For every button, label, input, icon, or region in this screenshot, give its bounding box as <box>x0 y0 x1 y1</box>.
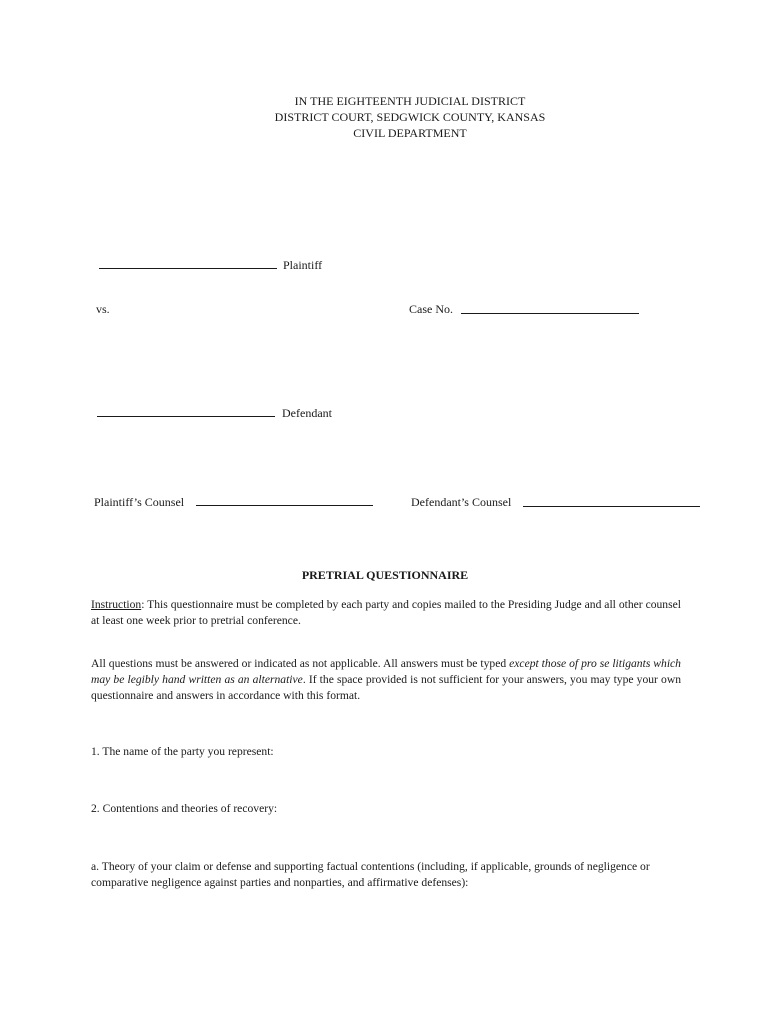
instruction-text: : This questionnaire must be completed by each party and copies mailed to the Presiding Judge and all other counsel at least one week prior to pretrial conference. <box>91 598 681 627</box>
answer-rules-text-after: . If the space provided is not sufficient for your answers, you may type your own questionnaire and answers in accordance with this format. <box>91 673 681 702</box>
vs-label: vs. <box>96 302 110 316</box>
defendant-label: Defendant <box>282 406 332 420</box>
plaintiffs-counsel-field[interactable] <box>196 505 373 506</box>
document-title: PRETRIAL QUESTIONNAIRE <box>301 568 469 582</box>
court-header-line2: DISTRICT COURT, SEDGWICK COUNTY, KANSAS <box>274 110 546 124</box>
court-header-line3: CIVIL DEPARTMENT <box>353 126 467 140</box>
plaintiffs-counsel-label: Plaintiff’s Counsel <box>94 495 185 509</box>
defendant-field[interactable] <box>97 416 275 417</box>
question-1: 1. The name of the party you represent: <box>91 745 274 758</box>
court-header-line1: IN THE EIGHTEENTH JUDICIAL DISTRICT <box>294 94 526 108</box>
answer-rules-paragraph <box>91 656 681 704</box>
instruction-paragraph <box>91 597 681 629</box>
defendants-counsel-field[interactable] <box>523 506 700 507</box>
case-no-label: Case No. <box>409 302 453 316</box>
instruction-label: Instruction <box>91 598 142 611</box>
defendants-counsel-label: Defendant’s Counsel <box>411 495 512 509</box>
question-2a: a. Theory of your claim or defense and supporting factual contentions (including, if applicable, grounds of negligence or comparative negligence against parties and nonparties, and affirmative defenses): <box>91 860 650 889</box>
plaintiff-field[interactable] <box>99 268 277 269</box>
answer-rules-text-before: All questions must be answered or indicated as not applicable. All answers must be typed <box>91 657 510 670</box>
court-header <box>0 93 770 141</box>
question-2: 2. Contentions and theories of recovery: <box>91 802 278 815</box>
answer-rules-text-italic: except those of pro se litigants which may be legibly hand written as an alternative <box>91 657 681 686</box>
case-no-field[interactable] <box>461 313 639 314</box>
plaintiff-label: Plaintiff <box>283 258 323 272</box>
